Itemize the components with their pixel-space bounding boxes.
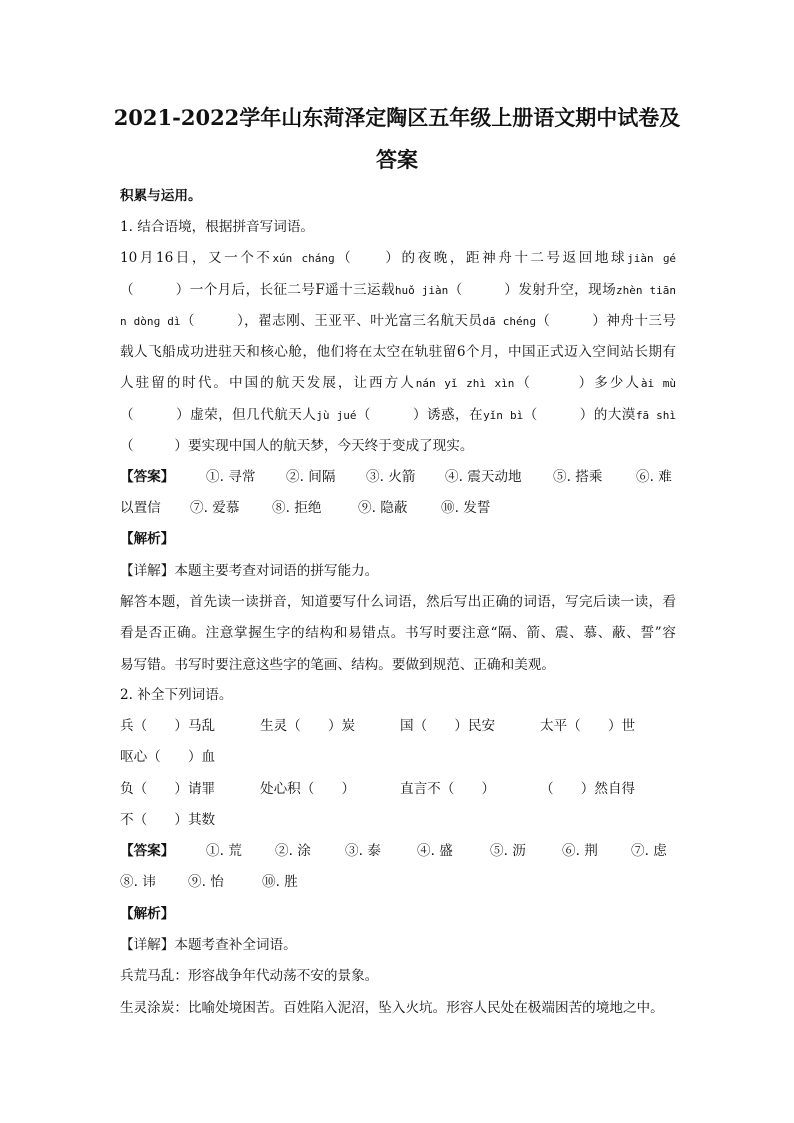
q1-answer-row-1: 【答案】 ①. 寻常 ②. 间隔 ③. 火箭 ④. 震天动地 ⑤. 搭乘 ⑥. 难 xyxy=(120,469,672,485)
explain-line: 解答本题，首先读一读拼音，知道要写什么词语，然后写出正确的词语，写完后读一读，看 xyxy=(120,594,676,610)
q1-line-7: （ ）要实现中国人的航天梦，今天终于变成了现实。 xyxy=(120,438,474,454)
q2-answer-row-2: ⑧. 讳 ⑨. 怡 ⑩. 胜 xyxy=(120,874,298,890)
pinyin: dā chénɡ xyxy=(482,315,536,328)
q2-idiom-row-4: 不（ ）其数 xyxy=(120,812,216,828)
document-title-line-1: 2021-2022学年山东菏泽定陶区五年级上册语文期中试卷及 xyxy=(113,105,681,130)
analysis-label: 【解析】 xyxy=(120,906,175,922)
pinyin: ài mù xyxy=(640,377,677,390)
pinyin: fā shì xyxy=(635,409,676,422)
detail-text: 【详解】本题考查补全词语。 xyxy=(120,937,297,953)
pinyin: jù jué xyxy=(316,409,357,422)
q1-line-1: 10月16日，又一个不xún chánɡ（ ）的夜晚，距神舟十二号返回地球jiàn ɡé xyxy=(120,250,677,266)
answer-label: 【答案】 xyxy=(120,843,175,859)
q1-line-6: （ ）虚荣，但几代航天人jù jué（ ）诱惑，在yǐn bì（ ）的大漠fā shì xyxy=(120,407,676,423)
q1-prompt: 1. 结合语境，根据拼音写词语。 xyxy=(120,219,315,235)
pinyin: jiàn ɡé xyxy=(627,252,677,265)
pinyin: yǐn bì xyxy=(483,409,524,422)
answer-label: 【答案】 xyxy=(120,469,175,485)
q2-prompt: 2. 补全下列词语。 xyxy=(120,687,233,703)
pinyin: n dònɡ dì xyxy=(120,315,181,328)
explain-line: 生灵涂炭：比喻处境困苦。百姓陷入泥沼，坠入火坑。形容人民处在极端困苦的境地之中。 xyxy=(120,1000,664,1016)
q2-answer-row-1: 【答案】 ①. 荒 ②. 涂 ③. 泰 ④. 盛 ⑤. 沥 ⑥. 荆 ⑦. 虑 xyxy=(120,843,667,859)
pinyin: nán yǐ zhì xìn xyxy=(415,377,515,390)
q1-line-2: （ ）一个月后，长征二号F遥十三运载huǒ jiàn（ ）发射升空，现场zhèn tiān xyxy=(120,282,676,298)
q1-answer-row-2: 以置信 ⑦. 爱慕 ⑧. 拒绝 ⑨. 隐蔽 ⑩. 发誓 xyxy=(120,500,491,516)
explain-line: 易写错。书写时要注意这些字的笔画、结构。要做到规范、正确和美观。 xyxy=(120,657,555,673)
explain-line: 看是否正确。注意掌握生字的结构和易错点。书写时要注意“隔、箭、震、慕、蔽、誓”容 xyxy=(120,625,676,641)
pinyin: zhèn tiān xyxy=(616,284,676,297)
q1-line-4: 载人飞船成功进驻天和核心舱，他们将在太空在轨驻留6个月，中国正式迈入空间站长期有 xyxy=(120,344,676,360)
q2-idiom-row-3: 负（ ）请罪 处心积（ ） 直言不（ ） （ ）然自得 xyxy=(120,781,636,797)
q1-line-3: n dònɡ dì（ ），翟志刚、王亚平、叶光富三名航天员dā chénɡ（ ）神舟十三号 xyxy=(120,313,677,329)
q2-idiom-row-2: 呕心（ ）血 xyxy=(120,749,216,765)
analysis-label: 【解析】 xyxy=(120,531,175,547)
detail-text: 【详解】本题主要考查对词语的拼写能力。 xyxy=(120,563,379,579)
pinyin: huǒ jiàn xyxy=(394,284,449,297)
document-title-line-2: 答案 xyxy=(376,147,418,172)
pinyin: xún chánɡ xyxy=(272,252,335,265)
explain-line: 兵荒马乱：形容战争年代动荡不安的景象。 xyxy=(120,968,379,984)
q2-idiom-row-1: 兵（ ）马乱 生灵（ ）炭 国（ ）民安 太平（ ）世 xyxy=(120,718,636,734)
section-heading: 积累与运用。 xyxy=(120,188,202,204)
q1-line-5: 人驻留的时代。中国的航天发展，让西方人nán yǐ zhì xìn（ ）多少人ài mù xyxy=(120,375,677,391)
